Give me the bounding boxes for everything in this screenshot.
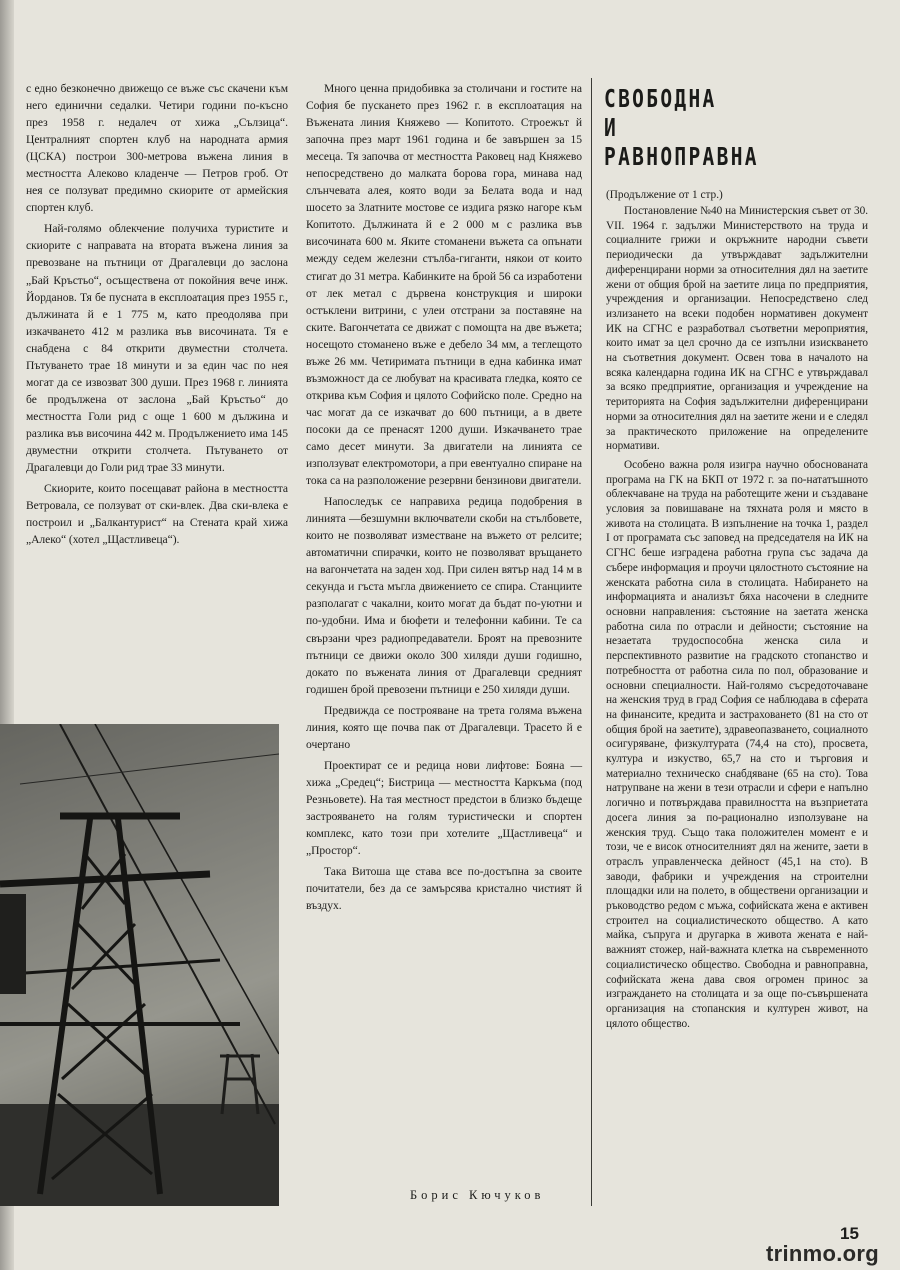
paragraph: Особено важна роля изигра научно обоснованата програма на ГК на БКП от 1972 г. за по-нататъшното облекчаване на труда на работещите жени и създаване условия за повишаване на тяхната роля и място в живота на столицата. В изпълнение на точка 1, раздел I от програмата със заповед на председателя на ИК на СГНС беше изградена работна група със задача да събере информация и проучи цялостното състояние на женската работна сила в столицата. Набирането на информацията и анализът бяха насочени в следните основни направления: състояние на заетата женска работна сила по отрасли и дейности; състояние на незаетата трудоспособна женска сила и перспективното развитие на градското стопанство и потребността от работна сила по пол, образование и основни специалности. Най-голямо съсредоточаване на женския труд в град София се наблюдава в сферата на финансите, кредита и застраховането (81 на сто от общия брой на заетите), здравеопазването, социалното осигуряване, физкултурата (74,4 на сто), просвета, култура и изкуство, 65,7 на сто и търговия и материално техническо снабдяване (65 на сто). Това натрупване на жени в тези отрасли и сфери е напълно логично и потвърждава правилността на възприетата досега линия за по-рационално използуване на женския труд. Също така положителен момент е и този, че е висок относителният дял на жените, заети в отраслъ управленческа дейност (45,1 на сто). В заводи, фабрики и учреждения на строителни площадки или на полето, в обществени организации и ръководство редом с мъжа, софийската жена е активен строител на социалистическото общество. А като майка, съпруга и другарка в живота жената е най-важният стожер, най-важната клетка на съвременното социалистическо общество. Свободна и равноправна, софийската жена дава своя огромен принос за изграждането на столицата и за още по-съвършената организация на стопанския и културен живот, на цялото общество. xyxy=(606,458,868,1030)
headline-line: И xyxy=(604,113,619,142)
paragraph: Проектират се и редица нови лифтове: Бояна — хижа „Средец“; Бистрица — местността Каркъма (под Резньовете). На тая местност предстои в близко бъдеще застрояването на голям туристически и спортен комплекс, като този при хотелите „Щастливеца“ и „Простор“. xyxy=(306,758,582,858)
continued-note: (Продължение от 1 стр.) xyxy=(606,189,723,201)
headline-line: СВОБОДНА xyxy=(604,84,717,113)
paragraph: Напоследък се направиха редица подобрения в линията —безшумни включватели скоби на стълбовете, които не позволяват изместване на въжето от релсите; автоматични спирачки, които не позволяват връщането на вагончетата на заден ход. При силен вятър над 14 м в секунда и гъста мъгла движението се спира. Станциите разполагат с чакални, които могат да бъдат по-уютни и по-удобни. Има и бюфети и телефонни кабини. Те са свързани чрез радиопредаватели. Броят на превозните пътници се движи около 300 хиляди души годишно, докато по въжената линия от Драгалевци средният годишен брой превозени пътници е 250 хиляди души. xyxy=(306,495,582,696)
paragraph: Скиорите, които посещават района в местността Ветровала, се ползуват от ски-влек. Два ски-влека е построил и „Балкантурист“ на Стената край хижа „Алеко“ (хотел „Щастливеца“). xyxy=(26,482,288,547)
paragraph: Постановление №40 на Министерския съвет от 30. VII. 1964 г. задължи Министерството на труда и социалните грижи и окръжните народни съвети периодически да утвърждават задължителни диференцирани норми за относителния дял на заетите жени от общия брой на заетите лица по предприятия, учреждения и организации. Непосредствено след излизането на всеки подобен нормативен документ ИК на СГНС е разработвал съответни мероприятия, които имат за цел срочно да се изпълни изискването на съответния документ. Освен това в началото на всяка календарна година ИК на СГНС е утвърждавал за всяко предприятие, организация и учреждение на територията на София задължителни диференцирани норми за относителния дял на заетите жени и е следял за практическото приложение на определените нормативи. xyxy=(606,205,868,453)
paragraph: с едно безконечно движещо се въже със скачени към него единични седалки. Четири години по-късно през 1958 г. недалеч от хижа „Сълзица“. Централният спортен клуб на народната армия (ЦСКА) построи 300-метрова въжена линия в местността Алеково кладенче — Петров гроб. От нея се ползуват предимно скиорите от армейския спортен клуб. xyxy=(26,82,288,215)
column-divider xyxy=(591,78,592,1206)
paragraph: Най-голямо облекчение получиха туристите и скиорите с направата на втората въжена линия за превозване на пътници от Драгалевци до заслона „Бай Кръстьо“, осъществена от покойния вече инж. Йорданов. Тя бе пусната в експлоатация през 1955 г., дължината й е 1 775 м, като преодолява при изкачването 412 м разлика във височината. Тя е снабдена с 84 открити двуместни столчета. Пътуването трае 18 минути и за един час по нея могат да се извозват 300 души. През 1968 г. линията бе продължена от заслона „Бай Кръстьо“ до местността Голи рид с още 1 600 м дължина и разлика във височина 442 м. Продължението има 145 двуместни открити столчета. Пътуването от Драгалевци до Голи рид трае 33 минути. xyxy=(26,222,288,475)
column-1 xyxy=(26,80,288,548)
column-2 xyxy=(306,80,582,914)
paragraph: Така Витоша ще става все по-достъпна за своите почитатели, без да се замърсява кристално чистият й въздух. xyxy=(306,865,582,913)
page-number: 15 xyxy=(840,1224,859,1243)
paragraph: Много ценна придобивка за столичани и гостите на София бе пускането през 1962 г. в експлоатация на Въжената линия Княжево — Копитото. Строежът й започна през март 1961 година и бе завършен за 15 месеца. Тя започва от местността Раковец над Княжево непосредствено до малката борова гора, минава над слънчевата алея, която води за Белата вода и над шосето за Златните мостове се издига рязко нагоре към Копитото. Дължината й е 2 000 м с разлика във височината 600 м. Яките стоманени въжета са опънати между седем железни стълба-гиганти, някои от които стигат до 31 метра. Кабинките на брой 56 са изработени от лек метал с дървена конструкция и широки остъклени витрини, с улеи отстрани за поставяне на ските. Вагончетата се движат с помощта на две въжета; носещото стоманено въже е дебело 34 мм, а теглещото въже 26 мм. Четиримата пътници в една кабинка имат възможност да се любуват на красивата гледка, която се открива към София и цялото Софийско поле. Средно на час могат да се изкачват до 600 пътници, а в двете посоки да се пренасят 1200 души. Изкачването трае само десет минути. За двигатели на линията се използуват електромотори, а при евентуално спиране на тока са на разположение резервни бензинови двигатели. xyxy=(306,82,582,488)
paragraph: Предвижда се построяване на трета голяма въжена линия, която ще почва пак от Драгалевци. Трасето й е очертано xyxy=(306,703,582,751)
tower-illustration xyxy=(0,724,279,1206)
article-headline xyxy=(604,84,874,171)
headline-line: РАВНОПРАВНА xyxy=(604,142,759,171)
column-3 xyxy=(606,204,868,1031)
site-watermark: trinmo.org xyxy=(766,1241,879,1266)
author-signature: Борис Кючуков xyxy=(410,1188,545,1202)
cable-car-tower-photo xyxy=(0,724,279,1206)
